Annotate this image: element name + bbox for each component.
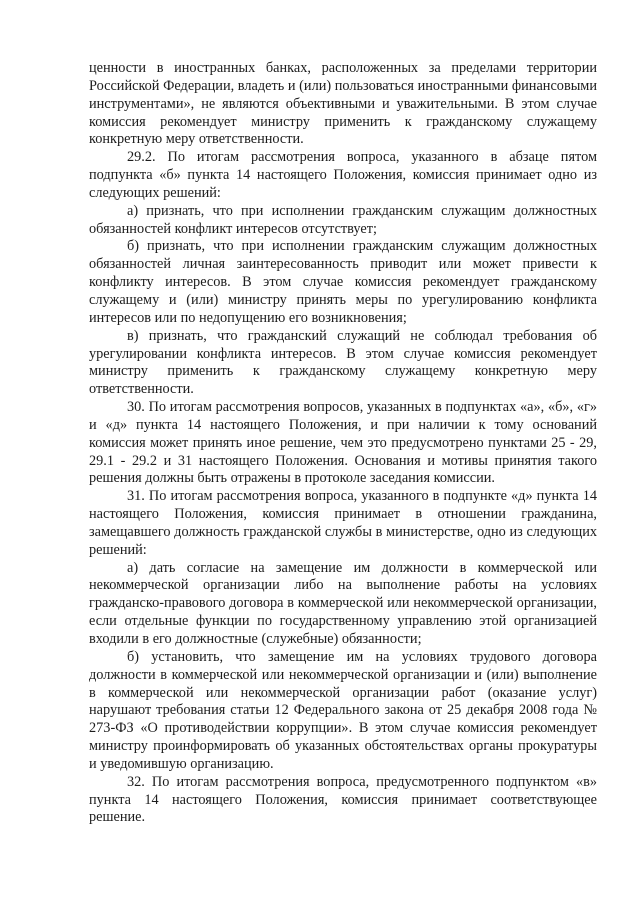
document-body [89,60,597,827]
paragraph-31-b: б) установить, что замещение им на условиях трудового договора должности в коммерческой или некоммерческой организации и (или) выполнение в коммерческой или некоммерческой организации работ (оказание услуг) нарушают требования статьи 12 Федерального закона от 25 декабря 2008 года № 273-ФЗ «О противодействии коррупции». В этом случае комиссия рекомендует министру проинформировать об указанных обстоятельствах органы прокуратуры и уведомившую организацию. [89,648,597,772]
paragraph-30: 30. По итогам рассмотрения вопросов, указанных в подпунктах «а», «б», «г» и «д» пункта 14 настоящего Положения, и при наличии к тому оснований комиссия может принять иное решение, чем это предусмотрено пунктами 25 - 29, 29.1 - 29.2 и 31 настоящего Положения. Основания и мотивы принятия такого решения должны быть отражены в протоколе заседания комиссии. [89,399,597,487]
paragraph-29-2-v: в) признать, что гражданский служащий не соблюдал требования об урегулировании конфликта интересов. В этом случае комиссия рекомендует министру применить к гражданскому служащему конкретную меру ответственности. [89,327,597,398]
paragraph-29-2-a: а) признать, что при исполнении гражданским служащим должностных обязанностей конфликт интересов отсутствует; [89,202,597,237]
paragraph-31: 31. По итогам рассмотрения вопроса, указанного в подпункте «д» пункта 14 настоящего Положения, комиссия принимает в отношении гражданина, замещавшего должность гражданской службы в министерстве, одно из следующих решений: [89,488,597,558]
paragraph-29-2: 29.2. По итогам рассмотрения вопроса, указанного в абзаце пятом подпункта «б» пункта 14 настоящего Положения, комиссия принимает одно из следующих решений: [89,149,597,201]
paragraph-continuation: ценности в иностранных банках, расположенных за пределами территории Российской Федерации, владеть и (или) пользоваться иностранными финансовыми инструментами», не являются объективными и уважительными. В этом случае комиссия рекомендует министру применить к гражданскому служащему конкретную меру ответственности. [89,60,597,148]
paragraph-29-2-b: б) признать, что при исполнении гражданским служащим должностных обязанностей личная заинтересованность приводит или может привести к конфликту интересов. В этом случае комиссия рекомендует гражданскому служащему и (или) министру принять меры по урегулированию конфликта интересов или по недопущению его возникновения; [89,238,597,326]
paragraph-32: 32. По итогам рассмотрения вопроса, предусмотренного подпунктом «в» пункта 14 настоящего Положения, комиссия принимает соответствующее решение. [89,773,597,826]
paragraph-31-a: а) дать согласие на замещение им должности в коммерческой или некоммерческой организации либо на выполнение работы на условиях гражданско-правового договора в коммерческой или некоммерческой организации, если отдельные функции по государственному управлению этой организацией входили в его должностные (служебные) обязанности; [89,559,597,647]
